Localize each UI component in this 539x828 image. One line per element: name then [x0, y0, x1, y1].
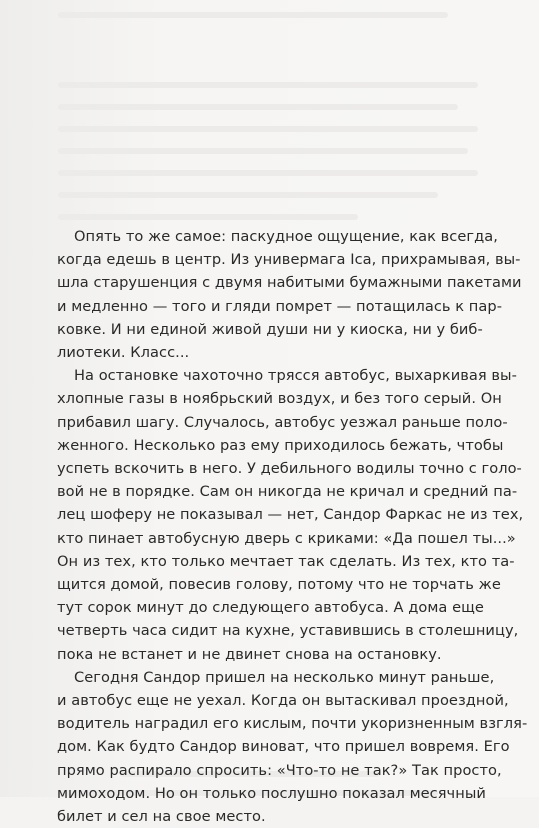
- bleed-through-header: [58, 12, 448, 18]
- text-line: когда едешь в центр. Из универмага Ica, прихрамывая, вы-: [57, 251, 521, 269]
- text-line: женного. Несколько раз ему приходилось бежать, чтобы: [57, 436, 504, 454]
- text-line: мимоходом. Но он только послушно показал месячный: [57, 784, 486, 802]
- text-line: хлопные газы в ноябрьский воздух, и без того серый. Он: [57, 390, 502, 408]
- text-line: На остановке чахоточно трясся автобус, выхаркивая вы-: [74, 367, 517, 385]
- bleed-through-line: [58, 148, 468, 154]
- paragraph: [57, 666, 528, 828]
- text-line: щится домой, повесив голову, потому что не торчать же: [57, 576, 501, 594]
- text-line: пока не встанет и не двинет снова на остановку.: [57, 645, 442, 663]
- bleed-through-line: [58, 192, 438, 198]
- text-line: лиотеки. Класс...: [57, 344, 190, 362]
- text-line: прямо распирало спросить: «Что-то не так?» Так просто,: [57, 761, 502, 779]
- text-line: прибавил шагу. Случалось, автобус уезжал раньше поло-: [57, 413, 508, 431]
- text-line: четверть часа сидит на кухне, уставившись в столешницу,: [57, 622, 519, 640]
- text-line: дом. Как будто Сандор виноват, что пришел вовремя. Его: [57, 738, 510, 756]
- paragraph: [57, 225, 522, 364]
- bleed-through-line: [58, 170, 478, 176]
- text-line: водитель наградил его кислым, почти укоризненным взгля-: [57, 715, 528, 733]
- bleed-through-line: [58, 82, 478, 88]
- text-line: Сегодня Сандор пришел на несколько минут раньше,: [74, 668, 495, 686]
- body-text: [57, 225, 528, 828]
- text-line: лец шоферу не показывал — нет, Сандор Фаркас не из тех,: [57, 506, 524, 524]
- text-line: билет и сел на свое место.: [57, 808, 266, 826]
- text-line: шла старушенция с двумя набитыми бумажными пакетами: [57, 274, 522, 292]
- text-line: ковке. И ни единой живой души ни у киоска, ни у биб-: [57, 320, 483, 338]
- text-line: Он из тех, кто только мечтает так сделать. Из тех, кто та-: [57, 552, 515, 570]
- text-line: Опять то же самое: паскудное ощущение, как всегда,: [74, 228, 498, 245]
- paragraph: [57, 364, 524, 666]
- bleed-through-line: [58, 214, 358, 220]
- text-line: и медленно — того и гляди помрет — потащилась к пар-: [57, 297, 503, 315]
- text-line: тут сорок минут до следующего автобуса. А дома еще: [57, 599, 484, 617]
- text-line: вой не в порядке. Сам он никогда не кричал и средний па-: [57, 483, 518, 501]
- bleed-through-line: [58, 104, 458, 110]
- text-line: кто пинает автобусную дверь с криками: «Да пошел ты...»: [57, 529, 516, 547]
- text-line: и автобус еще не уехал. Когда он вытаскивал проездной,: [57, 692, 509, 710]
- bleed-through-line: [58, 126, 478, 132]
- text-line: успеть вскочить в него. У дебильного водилы точно с голо-: [57, 460, 522, 478]
